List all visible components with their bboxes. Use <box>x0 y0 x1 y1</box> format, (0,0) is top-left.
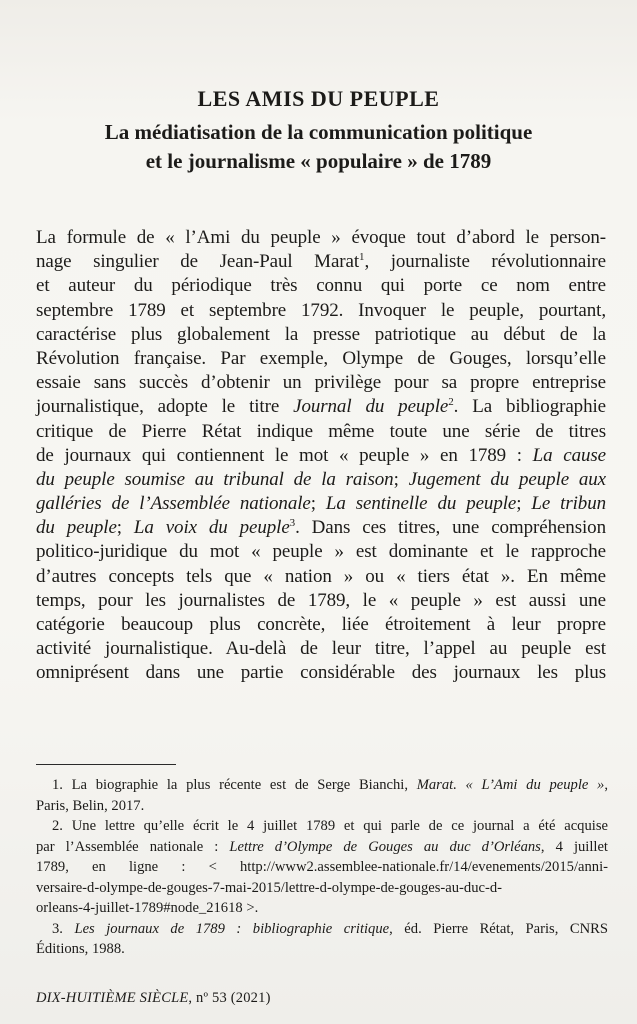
body-line: d’autres concepts tels que « nation » ou « tiers état ». En même <box>36 565 606 587</box>
body-line: essaie sans succès d’obtenir un privilège pour sa propre entreprise <box>36 372 606 394</box>
footnote-divider <box>36 764 176 765</box>
footnote-2-url: 1789, en ligne : < http://www2.assemblee-nationale.fr/14/evenements/2015/anni- <box>36 859 608 875</box>
body-line: Révolution française. Par exemple, Olympe de Gouges, lorsqu’elle <box>36 347 606 369</box>
running-footer <box>36 990 271 1007</box>
body-line: temps, pour les journalistes de 1789, le « peuple » est aussi une <box>36 589 606 611</box>
article-subtitle <box>0 118 637 176</box>
journal-name: DIX-HUITIÈME SIÈCLE <box>36 990 189 1006</box>
footnote-3-cont: Éditions, 1988. <box>36 941 125 957</box>
body-line: caractérise plus globalement la presse patriotique au début de la <box>36 323 606 345</box>
body-line: du peuple soumise au tribunal de la raison; Jugement du peuple aux <box>36 468 606 490</box>
body-line: politico-juridique du mot « peuple » est dominante et le rapproche <box>36 541 606 563</box>
body-line: journalistique, adopte le titre Journal du peuple$^2$. La bibliographie <box>36 396 606 418</box>
body-line: septembre 1789 et septembre 1792. Invoquer le peuple, pourtant, <box>36 299 606 321</box>
body-line: et auteur du périodique très connu qui porte ce nom entre <box>36 275 606 297</box>
body-line: galléries de l’Assemblée nationale; La sentinelle du peuple; Le tribun <box>36 493 606 515</box>
footnote-2-url: orleans-4-juillet-1789#node_21618 >. <box>36 900 259 916</box>
footnote-2-cont: par l’Assemblée nationale : Lettre d’Olympe de Gouges au duc d’Orléans, 4 juillet <box>36 838 608 855</box>
footnote-3: 3. Les journaux de 1789 : bibliographie critique, éd. Pierre Rétat, Paris, CNRS <box>52 920 608 937</box>
body-text <box>36 226 606 686</box>
body-line: omniprésent dans une partie considérable des journaux les plus <box>36 662 606 684</box>
subtitle-line-1: La médiatisation de la communication politique <box>104 120 533 144</box>
body-line: du peuple; La voix du peuple$^3$. Dans ces titres, une compréhension <box>36 517 606 539</box>
body-line: La formule de « l’Ami du peuple » évoque tout d’abord le person- <box>36 227 606 248</box>
body-line: nage singulier de Jean-Paul Marat$^1$, journaliste révolutionnaire <box>36 251 606 273</box>
footnotes <box>36 775 608 960</box>
footnote-ref-1: 1 <box>359 251 365 264</box>
footnote-ref-3: 3 <box>289 517 296 530</box>
footnote-1: 1. La biographie la plus récente est de Serge Bianchi, Marat. « L’Ami du peuple », <box>52 777 609 793</box>
body-line: de journaux qui contiennent le mot « peuple » en 1789 : La cause <box>36 444 606 466</box>
subtitle-line-2: et le journalisme « populaire » de 1789 <box>145 149 492 173</box>
footnote-2: 2. Une lettre qu’elle écrit le 4 juillet 1789 et qui parle de ce journal a été acquise <box>52 818 608 834</box>
body-line: activité journalistique. Au-delà de leur titre, l’appel au peuple est <box>36 638 606 660</box>
footnote-1-cont: Paris, Belin, 2017. <box>36 797 145 814</box>
chapter-title: LES AMIS DU PEUPLE <box>197 86 440 111</box>
journal-issue: , nº 53 (2021) <box>188 990 271 1006</box>
body-line: critique de Pierre Rétat indique même toute une série de titres <box>36 420 606 442</box>
body-line: catégorie beaucoup plus concrète, liée étroitement à leur propre <box>36 614 606 635</box>
footnote-2-url: versaire-d-olympe-de-gouges-7-mai-2015/lettre-d-olympe-de-gouges-au-duc-d- <box>36 879 503 896</box>
footnote-ref-2: 2 <box>448 396 454 409</box>
